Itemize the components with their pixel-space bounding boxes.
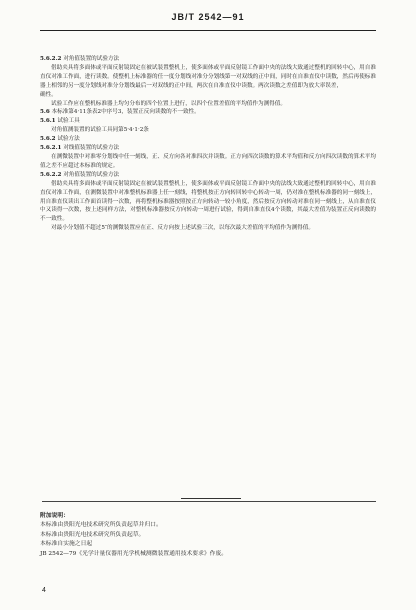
body-paragraph: 试验工作应在整机标准器上均匀分布的四个位置上进行，以四个位置差值的平均值作为测得值。	[51, 100, 286, 107]
body-paragraph: 在测微装置中对准零分划线中任一刻线，正、反方向各对准四次并读数。正方向四次读数的算术平均值和反方向四次读数的算术平均值之差不应超过本标准的规定。	[40, 153, 376, 169]
notes-line-4: JB 2542—79《光学计量仪器用光学机械测微装置通用技术要求》作废。	[40, 550, 228, 557]
additional-notes	[40, 512, 376, 559]
section-heading	[40, 171, 376, 180]
notes-rule	[42, 501, 376, 502]
body-paragraph: 借助夹具将多面体或平面反射镜固定在被试装置整机上，使多面体或平面反射镜工作面中央的法线大致通过整机的回转中心，用自准直仪对准工作面，在测微装置中对准整机标准器上任一刻线，将整机按正方向转回转中心转动一周，仍对准在整机标准器的同一刻线上，用自准直仪读出工作面首读得一次数，再将整机标准器按照按正方向转动一较小角度，然后按反方向转动对准在同一刻线上，从自准直仪中又读得一次数，按上述同样方法，对整机标准器按反方向转动一周进行试验，得到自准直仪4个读数，其最大差值为装置正反向读数的不一致性。	[40, 180, 376, 223]
section-title: 本标准第4·11条表2中序号3，装置正反向读数的不一致性。	[51, 109, 200, 116]
section-title: 试验方法	[57, 136, 80, 143]
section-number: 5.6.2.1	[40, 145, 62, 152]
notes-line-2: 本标准由贵阳光电技术研究所负责起草。	[40, 531, 145, 538]
notes-line-3: 本标准自实施之日起	[40, 541, 93, 548]
section-number: 5.6.2.2	[40, 56, 62, 62]
end-divider	[181, 498, 241, 499]
body-paragraph: 对角值测装置的试验工具同第5·4·1·2条	[51, 127, 149, 134]
section-title: 试验工具	[57, 118, 80, 125]
notes-line-1: 本标准由贵阳光电技术研究所负责起草并归口。	[40, 522, 162, 529]
section-title: 对角值装置的试验方法	[63, 56, 120, 62]
section-title: 对角值装置的试验方法	[63, 171, 120, 178]
header-rule	[40, 30, 376, 31]
section-heading	[40, 108, 376, 117]
body-paragraph: 对最小分划值不超过5″的测微装置应在正、反方向按上述试验三次，以每次最大差值的平均值作为测得值。	[51, 225, 314, 232]
body-paragraph: 借助夹具将多面体或平面反射镜固定在被试装置整机上，使多面体或平面反射镜工作面中央的法线大致通过整机的回转中心，用自准直仪对准工作面，进行读数。使整机上标准器的任一度分划线对准分分划线第一对双线的正中间，同时在自准直仪中读数，然后再使标准器上相邻的另一度分划线对准分分划线最后一对双线的正中间，两次在自准直仪中读数。两次读数之差值即为放大率误差，	[40, 64, 376, 89]
section-number: 5.6.1	[40, 118, 56, 125]
body-paragraph: 确性。	[40, 91, 57, 98]
section-number: 5.6.2	[40, 136, 56, 143]
section-heading	[40, 135, 376, 144]
document-code-header: JB/T 2542—91	[171, 12, 245, 22]
section-heading	[40, 117, 376, 126]
notes-title: 附加说明：	[40, 513, 69, 519]
section-heading	[40, 144, 376, 153]
section-title: 对线值装置的试验方法	[63, 145, 120, 152]
page-number: 4	[42, 587, 46, 594]
body-content	[40, 55, 376, 233]
section-heading	[40, 55, 376, 64]
section-number: 5.6	[40, 109, 50, 116]
section-number: 5.6.2.2	[40, 171, 62, 178]
